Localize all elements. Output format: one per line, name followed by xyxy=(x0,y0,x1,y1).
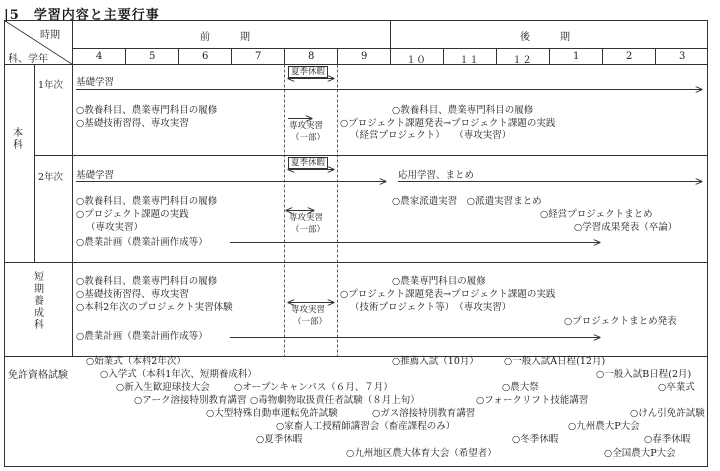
event-kyushu-p: ○九州農大P大会 xyxy=(568,421,640,432)
month-8: 8 xyxy=(308,51,315,62)
event-winter-vacation: ○冬季休暇 xyxy=(512,434,559,445)
event-kyushu-sports: ○九州地区農大体育大会（希望者） xyxy=(346,448,497,459)
first-term-label: 前 期 xyxy=(200,32,250,43)
tanki-label: 短期養成科 xyxy=(34,272,44,331)
month-7: 7 xyxy=(255,51,262,62)
month-11: １１ xyxy=(459,55,479,66)
event-farm-festival: ○農大祭 xyxy=(502,382,539,393)
event-gas-welding: ○ガス溶接特別教育講習 xyxy=(372,408,476,419)
honka-label: 本科 xyxy=(13,128,23,151)
event-open-campus: ○オープンキャンパス（６月、７月） xyxy=(234,382,393,393)
year1-label: 1年次 xyxy=(38,80,64,91)
event-national-p: ○全国農大P大会 xyxy=(604,448,676,459)
year1-left-item-1: ○教養科目、農業専門科目の履修 xyxy=(76,105,218,116)
month-1: 1 xyxy=(573,51,580,62)
year2-right-item-1: ○農家派遣実習 ○派遣実習まとめ xyxy=(392,196,542,207)
year1-basic-study: 基礎学習 xyxy=(76,77,115,88)
event-spring-vacation: ○春季休暇 xyxy=(644,434,691,445)
year2-left-item-2: ○プロジェクト課題の実践 xyxy=(76,209,189,220)
year2-center-note-2: （一部） xyxy=(291,225,326,235)
event-general-exam-a: ○一般入試A日程(12月) xyxy=(504,356,606,367)
dept-label: 科、学年 xyxy=(8,54,48,65)
month-12: １２ xyxy=(512,55,532,66)
event-recommendation-exam: ○推薦入試（10月） xyxy=(392,356,479,367)
event-arc-welding: ○アーク溶接特別教育講習 xyxy=(134,395,247,406)
year2-center-note-1: 専攻実習 xyxy=(289,213,324,223)
year2-right-item-3: ○学習成果発表（卒論） xyxy=(574,222,678,233)
tanki-left-item-1: ○教養科目、農業専門科目の履修 xyxy=(76,276,218,287)
tanki-right-item-3: （技術プロジェクト等） （専攻実習） xyxy=(350,302,512,313)
event-summer-vacation: ○夏季休暇 xyxy=(256,434,303,445)
event-livestock-course: ○家畜人工授精師講習会（畜産課程のみ） xyxy=(276,421,456,432)
month-4: 4 xyxy=(96,51,103,62)
period-label: 時期 xyxy=(40,30,60,41)
events-label: 免許資格試験 xyxy=(8,370,68,381)
second-term-label: 後 期 xyxy=(520,32,570,43)
tanki-center-note-2: （一部） xyxy=(293,317,328,327)
year2-left-item-3: （専攻実習） xyxy=(86,222,144,233)
year2-summer-box: 夏季休暇 xyxy=(288,157,328,169)
year1-summer-box: 夏季休暇 xyxy=(288,66,328,78)
month-9: 9 xyxy=(361,51,368,62)
event-graduation: ○卒業式 xyxy=(658,382,695,393)
event-entrance-ceremony: ○入学式（本科1年次、短期養成科） xyxy=(100,369,257,380)
tanki-left-item-4: ○農業計画（農業計画作成等） xyxy=(76,331,208,342)
month-5: 5 xyxy=(149,51,156,62)
event-forklift: ○フォークリフト技能講習 xyxy=(476,395,589,406)
year1-center-note-2: （一部） xyxy=(291,133,326,143)
tanki-right-item-4: ○プロジェクトまとめ発表 xyxy=(564,316,677,327)
month-3: 3 xyxy=(679,51,686,62)
month-10: １０ xyxy=(406,55,426,66)
year2-left-item-4: ○農業計画（農業計画作成等） xyxy=(76,237,208,248)
page-title: |5 学習内容と主要行事 xyxy=(4,8,160,23)
event-special-vehicle: ○大型特殊自動車運転免許試験 xyxy=(206,408,338,419)
event-welcome-tournament: ○新入生歓迎球技大会 xyxy=(116,382,210,393)
month-6: 6 xyxy=(202,51,209,62)
year1-left-item-2: ○基礎技術習得、専攻実習 xyxy=(76,118,189,129)
year1-center-note-1: 専攻実習 xyxy=(289,121,324,131)
year2-left-item-1: ○教養科目、農業専門科目の履修 xyxy=(76,196,218,207)
event-towing-exam: ○けん引免許試験 xyxy=(630,408,705,419)
tanki-center-note-1: 専攻実習 xyxy=(291,305,326,315)
year1-right-item-1: ○教養科目、農業専門科目の履修 xyxy=(392,105,534,116)
tanki-right-item-2: ○プロジェクト課題発表→プロジェクト課題の実践 xyxy=(340,289,556,300)
tanki-left-item-3: ○本科2年次のプロジェクト実習体験 xyxy=(76,302,233,313)
event-opening-ceremony: ○始業式（本科2年次） xyxy=(86,356,186,367)
tanki-left-item-2: ○基礎技術習得、専攻実習 xyxy=(76,289,189,300)
event-poison-exam: ○毒物劇物取扱責任者試験（８月上旬） xyxy=(250,395,420,406)
year2-basic-study: 基礎学習 xyxy=(76,170,115,181)
year2-right-item-2: ○経営プロジェクトまとめ xyxy=(540,209,653,220)
year1-right-item-2: ○プロジェクト課題発表→プロジェクト課題の実践 xyxy=(340,118,556,129)
year1-right-item-3: （経営プロジェクト） （専攻実習） xyxy=(350,130,512,141)
tanki-right-item-1: ○農業専門科目の履修 xyxy=(392,276,486,287)
year2-label: 2年次 xyxy=(38,172,64,183)
event-general-exam-b: ○一般入試B日程(2月) xyxy=(596,369,692,380)
month-2: 2 xyxy=(626,51,633,62)
year2-applied-study: 応用学習、まとめ xyxy=(398,170,475,181)
